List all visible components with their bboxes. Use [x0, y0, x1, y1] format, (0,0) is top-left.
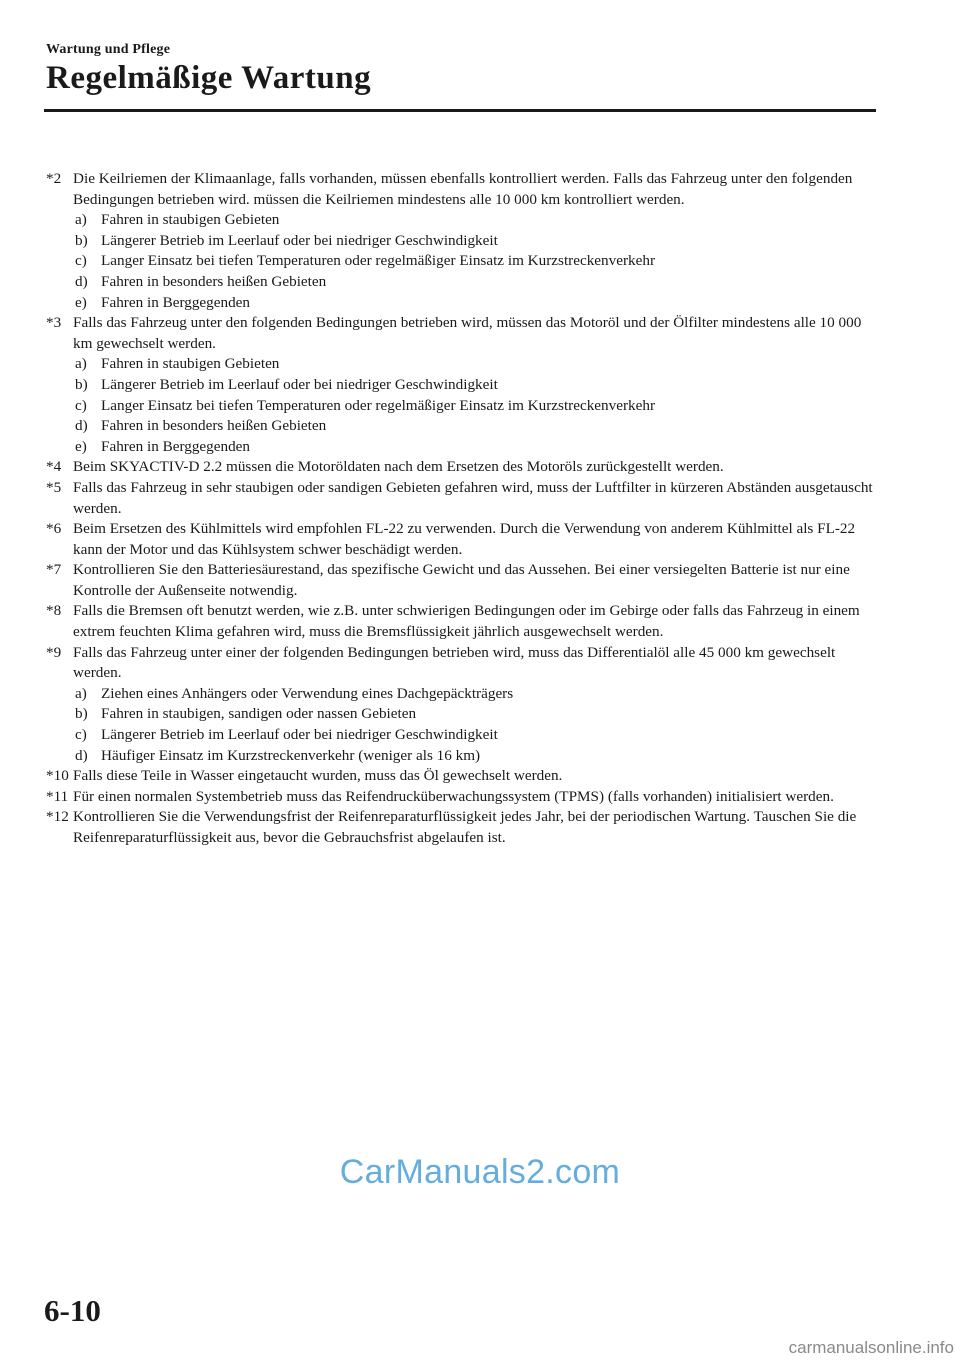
condition-item — [73, 437, 874, 458]
condition-item — [73, 416, 874, 437]
footnote-body — [73, 313, 874, 457]
condition-item — [73, 293, 874, 314]
footnote-text: Beim Ersetzen des Kühlmittels wird empfohlen FL-22 zu verwenden. Durch die Verwendung von anderem Kühlmittel als FL-22 kann der Motor und das Kühlsystem schwer beschädigt werden. — [73, 520, 856, 558]
footnote-body — [73, 519, 874, 560]
footnote — [46, 313, 874, 457]
footnote — [46, 807, 874, 848]
condition-marker: a) — [75, 684, 87, 702]
footnote-text: Die Keilriemen der Klimaanlage, falls vorhanden, müssen ebenfalls kontrolliert werden. Falls das Fahrzeug unter den folgenden Bedingungen betrieben wird. müssen die Keilriemen mindestens alle 10 000 km kontrolliert werden. — [73, 170, 853, 208]
condition-marker: d) — [75, 272, 88, 290]
condition-marker: d) — [75, 417, 88, 435]
condition-text: Fahren in Berggegenden — [101, 437, 251, 455]
footnote — [46, 643, 874, 767]
footnote — [46, 787, 874, 808]
condition-item — [73, 725, 874, 746]
condition-marker: c) — [75, 252, 87, 270]
footnote-body — [73, 643, 874, 767]
condition-marker: b) — [75, 231, 88, 249]
footnote-marker: *10 — [46, 767, 69, 785]
footnote-body — [73, 766, 874, 787]
condition-item — [73, 272, 874, 293]
condition-text: Langer Einsatz bei tiefen Temperaturen oder regelmäßiger Einsatz im Kurzstreckenverkehr — [101, 252, 656, 270]
footnote-marker: *11 — [46, 787, 69, 805]
footnote-marker: *12 — [46, 808, 69, 826]
notes-list — [46, 169, 874, 849]
footnote — [46, 766, 874, 787]
condition-marker: c) — [75, 396, 87, 414]
source-watermark: carmanualsonline.info — [788, 1338, 954, 1357]
footnote-marker: *6 — [46, 520, 62, 538]
condition-text: Fahren in staubigen Gebieten — [101, 211, 280, 229]
footnote-text: Falls die Bremsen oft benutzt werden, wie z.B. unter schwierigen Bedingungen oder im Gebirge oder falls das Fahrzeug in einem extrem feuchten Klima gefahren wird, muss die Bremsflüssigkeit jährlich ausgewechselt werden. — [73, 602, 860, 641]
condition-item — [73, 375, 874, 396]
condition-item — [73, 396, 874, 417]
condition-marker: b) — [75, 375, 88, 393]
condition-text: Ziehen eines Anhängers oder Verwendung eines Dachgepäckträgers — [101, 684, 514, 702]
footnote-text: Falls das Fahrzeug unter einer der folgenden Bedingungen betrieben wird, muss das Differentialöl alle 45 000 km gewechselt werden. — [73, 643, 836, 682]
condition-item — [73, 704, 874, 725]
section-label: Wartung und Pflege — [46, 42, 171, 57]
footnote-marker: *7 — [46, 561, 62, 579]
condition-text: Fahren in Berggegenden — [101, 293, 251, 311]
condition-text: Längerer Betrieb im Leerlauf oder bei niedriger Geschwindigkeit — [101, 231, 498, 249]
footnote-marker: *5 — [46, 478, 62, 496]
condition-marker: d) — [75, 746, 88, 764]
condition-item — [73, 210, 874, 231]
page-number: 6-10 — [44, 1293, 101, 1328]
footnote — [46, 519, 874, 560]
footnote — [46, 169, 874, 313]
condition-item — [73, 251, 874, 272]
condition-text: Fahren in besonders heißen Gebieten — [101, 417, 327, 435]
condition-text: Längerer Betrieb im Leerlauf oder bei niedriger Geschwindigkeit — [101, 726, 498, 744]
condition-text: Fahren in staubigen Gebieten — [101, 355, 280, 373]
footnote-marker: *9 — [46, 643, 62, 661]
footnote-body — [73, 169, 874, 313]
condition-marker: a) — [75, 211, 87, 229]
condition-text: Fahren in besonders heißen Gebieten — [101, 272, 327, 290]
title-rule — [44, 109, 876, 112]
footnote-body — [73, 478, 874, 519]
footnote-marker: *3 — [46, 314, 62, 332]
footnote-body — [73, 560, 874, 601]
footnote — [46, 457, 874, 478]
condition-item — [73, 746, 874, 767]
footnote-marker: *8 — [46, 602, 62, 620]
condition-item — [73, 354, 874, 375]
footnote-text: Falls das Fahrzeug unter den folgenden Bedingungen betrieben wird, müssen das Motoröl und der Ölfilter mindestens alle 10 000 km gewechselt werden. — [73, 314, 862, 352]
footnote-body — [73, 807, 874, 848]
watermark-logo: CarManuals2.com — [339, 1153, 621, 1191]
footnote-body — [73, 787, 874, 808]
footnote-text: Für einen normalen Systembetrieb muss das Reifendrucküberwachungssystem (TPMS) (falls vorhanden) initialisiert werden. — [73, 787, 834, 805]
condition-marker: c) — [75, 726, 87, 744]
footnote — [46, 560, 874, 601]
footnote-text: Kontrollieren Sie die Verwendungsfrist der Reifenreparaturflüssigkeit jedes Jahr, bei der periodischen Wartung. Tauschen Sie die Reifenreparaturflüssigkeit aus, bevor die Gebrauchsfrist abgelaufen ist. — [73, 808, 857, 846]
condition-text: Längerer Betrieb im Leerlauf oder bei niedriger Geschwindigkeit — [101, 375, 498, 393]
page-title: Regelmäßige Wartung — [46, 60, 372, 96]
condition-marker: a) — [75, 355, 87, 373]
footnote-body — [73, 601, 874, 642]
footnote-text: Falls das Fahrzeug in sehr staubigen oder sandigen Gebieten gefahren wird, muss der Luftfilter in kürzeren Abständen ausgetauscht werden. — [73, 478, 873, 517]
footnote-body — [73, 457, 874, 478]
condition-text: Häufiger Einsatz im Kurzstreckenverkehr (weniger als 16 km) — [101, 746, 481, 764]
condition-marker: e) — [75, 437, 87, 455]
footnote-marker: *2 — [46, 170, 62, 187]
footnote-text: Falls diese Teile in Wasser eingetaucht wurden, muss das Öl gewechselt werden. — [73, 767, 563, 785]
condition-marker: e) — [75, 293, 87, 311]
condition-item — [73, 684, 874, 705]
condition-item — [73, 231, 874, 252]
condition-marker: b) — [75, 705, 88, 723]
footnote — [46, 601, 874, 642]
footnote-text: Beim SKYACTIV-D 2.2 müssen die Motoröldaten nach dem Ersetzen des Motoröls zurückgestellt werden. — [73, 458, 724, 476]
footnote-marker: *4 — [46, 458, 62, 476]
footnote-text: Kontrollieren Sie den Batteriesäurestand, das spezifische Gewicht und das Aussehen. Bei einer versiegelten Batterie ist nur eine Kontrolle der Außenseite notwendig. — [73, 561, 850, 599]
condition-text: Fahren in staubigen, sandigen oder nassen Gebieten — [101, 705, 417, 723]
footnote — [46, 478, 874, 519]
condition-text: Langer Einsatz bei tiefen Temperaturen oder regelmäßiger Einsatz im Kurzstreckenverkehr — [101, 396, 656, 414]
